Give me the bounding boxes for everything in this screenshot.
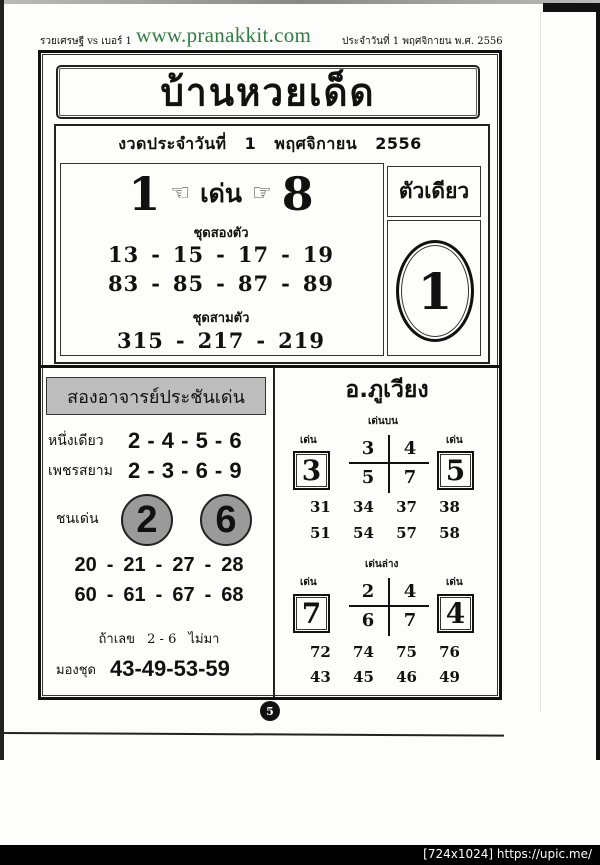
section-divider	[38, 365, 499, 368]
number: 76	[439, 643, 460, 661]
draw-label: งวดประจำวันที่	[118, 134, 227, 153]
number: 15	[172, 242, 205, 267]
number: 49	[439, 668, 460, 686]
number: 68	[221, 584, 244, 606]
number: 87	[237, 271, 270, 296]
lead-label: เด่น	[446, 577, 463, 588]
number: 83	[107, 271, 140, 296]
column-divider	[273, 367, 275, 697]
scan-edge-right	[596, 10, 600, 760]
two-digit-row-1: 13 - 15 - 17 - 19	[107, 242, 335, 267]
cross-cell: 3	[361, 438, 375, 459]
page-header	[0, 20, 600, 50]
number: 19	[302, 242, 335, 267]
lead-label: เด่น	[300, 435, 317, 446]
lead-left-num: 1	[128, 167, 161, 221]
cross-cell: 5	[361, 467, 375, 488]
two-digit-label: ชุดสองตัว	[193, 226, 249, 241]
pointing-hand-right-icon: ☜	[170, 181, 191, 206]
pointing-hand-left-icon: ☞	[251, 181, 272, 206]
number: 45	[353, 668, 374, 686]
bottom-label: เด่นล่าง	[365, 559, 399, 570]
number: 34	[353, 498, 374, 516]
right-section-title: อ.ภูเวียง	[345, 377, 429, 403]
number: 75	[396, 643, 417, 661]
three-digit-row: 315 - 217 - 219	[117, 328, 325, 353]
number: 217	[197, 328, 245, 353]
chon-circle: 2	[121, 494, 173, 546]
lead-box: 3	[293, 451, 330, 490]
three-digit-label: ชุดสามตัว	[192, 311, 250, 326]
number-row	[310, 643, 460, 661]
draw-year: 2556	[375, 134, 422, 153]
number-cross	[349, 578, 429, 636]
number: 17	[237, 242, 270, 267]
header-site: www.pranakkit.com	[136, 23, 312, 47]
pairs-row-1: 20 - 21 - 27 - 28	[74, 554, 244, 576]
cross-cell: 4	[403, 438, 417, 459]
number: 27	[172, 554, 195, 576]
lead-label: เด่น	[300, 577, 317, 588]
kv-row	[48, 458, 242, 484]
number: 43	[310, 668, 331, 686]
set-value: 43-49-53-59	[110, 656, 230, 681]
kv-value: 2 - 4 - 5 - 6	[128, 428, 243, 453]
number-row	[310, 498, 460, 516]
cross-cell: 2	[361, 581, 375, 602]
number-row	[310, 524, 460, 542]
number: 13	[107, 242, 140, 267]
lead-label: เด่น	[446, 435, 463, 446]
lead-box: 7	[293, 594, 330, 633]
footer-text: [724x1024] https://upic.me/	[423, 847, 592, 861]
number-row	[310, 668, 460, 686]
lead-box: 4	[437, 594, 474, 633]
number: 85	[172, 271, 205, 296]
number: 74	[353, 643, 374, 661]
condition-prefix: ถ้าเลข	[98, 632, 135, 647]
scan-edge-top	[0, 0, 600, 4]
condition-suffix: ไม่มา	[188, 632, 220, 647]
top-label: เด่นบน	[368, 416, 398, 427]
header-date: ประจำวันที่ 1 พฤศจิกายน พ.ศ. 2556	[342, 36, 503, 47]
scan-edge-corner	[543, 3, 600, 12]
number-cross	[349, 435, 429, 493]
number: 38	[439, 498, 460, 516]
two-digit-row-2: 83 - 85 - 87 - 89	[107, 271, 335, 296]
single-label: ตัวเดียว	[398, 179, 470, 203]
cross-cell: 7	[403, 610, 417, 631]
condition-row	[48, 628, 270, 649]
cross-cell: 6	[361, 610, 375, 631]
footer-bar	[0, 845, 600, 865]
number: 61	[123, 584, 146, 606]
page-number: 5	[260, 701, 280, 721]
number: 31	[310, 498, 331, 516]
number: 219	[278, 328, 325, 353]
condition-value: 2 - 6	[147, 632, 177, 647]
number: 67	[172, 584, 195, 606]
number: 46	[396, 668, 417, 686]
set-row	[56, 656, 230, 682]
cross-horizontal-line	[349, 605, 429, 607]
number: 20	[74, 554, 97, 576]
number: 21	[123, 554, 146, 576]
lead-right-num: 8	[281, 167, 314, 221]
chon-label: ชนเด่น	[56, 511, 99, 527]
draw-month: พฤศจิกายน	[274, 134, 358, 153]
single-oval	[396, 240, 474, 342]
number: 51	[310, 524, 331, 542]
single-label-box	[387, 166, 481, 217]
set-label: มองชุด	[56, 662, 96, 678]
lead-label: เด่น	[200, 179, 242, 208]
kv-label: เพชรสยาม	[48, 463, 113, 479]
kv-value: 2 - 3 - 6 - 9	[128, 458, 243, 483]
left-section-title-box	[46, 377, 266, 415]
number: 72	[310, 643, 331, 661]
lead-box: 5	[437, 451, 474, 490]
title-box	[56, 65, 480, 119]
number: 60	[74, 584, 97, 606]
header-left-text: รวยเศรษฐี vs เบอร์ 1	[40, 36, 132, 47]
kv-label: หนึ่งเดียว	[48, 433, 104, 449]
draw-date	[54, 132, 486, 157]
number: 28	[221, 554, 244, 576]
scan-edge-left	[0, 0, 4, 760]
number: 54	[353, 524, 374, 542]
draw-day: 1	[244, 134, 257, 153]
single-value: 1	[417, 261, 453, 321]
cross-horizontal-line	[349, 462, 429, 464]
number: 37	[396, 498, 417, 516]
number: 89	[302, 271, 335, 296]
page-title: บ้านหวยเด็ด	[160, 69, 376, 115]
page-bottom-edge	[4, 732, 504, 737]
scan-fold-line	[540, 12, 541, 712]
cross-vertical-line	[388, 578, 390, 636]
pairs-row-2: 60 - 61 - 67 - 68	[74, 584, 244, 606]
number: 58	[439, 524, 460, 542]
cross-cell: 4	[403, 581, 417, 602]
kv-row	[48, 428, 242, 454]
chon-circle: 6	[200, 494, 252, 546]
left-section-title: สองอาจารย์ประชันเด่น	[67, 386, 245, 408]
number: 57	[396, 524, 417, 542]
number: 315	[117, 328, 164, 353]
cross-cell: 7	[403, 467, 417, 488]
lead-pair	[60, 168, 382, 220]
cross-vertical-line	[388, 435, 390, 493]
